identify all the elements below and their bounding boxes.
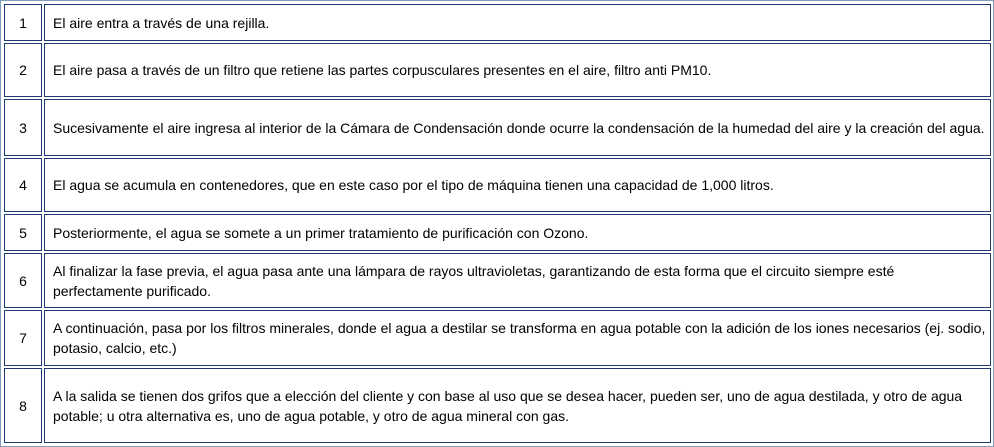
table-row xyxy=(4,43,991,97)
step-number: 5 xyxy=(4,214,42,251)
step-description: El aire entra a través de una rejilla. xyxy=(44,4,991,41)
step-number: 6 xyxy=(4,253,42,308)
table-row xyxy=(4,253,991,308)
table-row xyxy=(4,214,991,251)
table-row xyxy=(4,99,991,156)
step-number: 2 xyxy=(4,43,42,97)
step-description: A la salida se tienen dos grifos que a elección del cliente y con base al uso que se desea hacer, pueden ser, uno de agua destilada, y otro de agua potable; u otra alternativa es, uno de agua potable, y otro de agua mineral con gas. xyxy=(44,368,991,443)
step-number: 7 xyxy=(4,310,42,366)
step-description: A continuación, pasa por los filtros minerales, donde el agua a destilar se transforma en agua potable con la adición de los iones necesarios (ej. sodio, potasio, calcio, etc.) xyxy=(44,310,991,366)
step-description: Sucesivamente el aire ingresa al interior de la Cámara de Condensación donde ocurre la condensación de la humedad del aire y la creación del agua. xyxy=(44,99,991,156)
step-description: Al finalizar la fase previa, el agua pasa ante una lámpara de rayos ultravioletas, garantizando de esta forma que el circuito siempre esté perfectamente purificado. xyxy=(44,253,991,308)
step-number: 4 xyxy=(4,158,42,212)
step-number: 8 xyxy=(4,368,42,443)
table-row xyxy=(4,310,991,366)
table-row xyxy=(4,4,991,41)
step-number: 1 xyxy=(4,4,42,41)
table-row xyxy=(4,158,991,212)
step-description: El aire pasa a través de un filtro que retiene las partes corpusculares presentes en el aire, filtro anti PM10. xyxy=(44,43,991,97)
step-number: 3 xyxy=(4,99,42,156)
step-description: El agua se acumula en contenedores, que en este caso por el tipo de máquina tienen una capacidad de 1,000 litros. xyxy=(44,158,991,212)
steps-table xyxy=(2,2,993,445)
step-description: Posteriormente, el agua se somete a un primer tratamiento de purificación con Ozono. xyxy=(44,214,991,251)
table-row xyxy=(4,368,991,443)
